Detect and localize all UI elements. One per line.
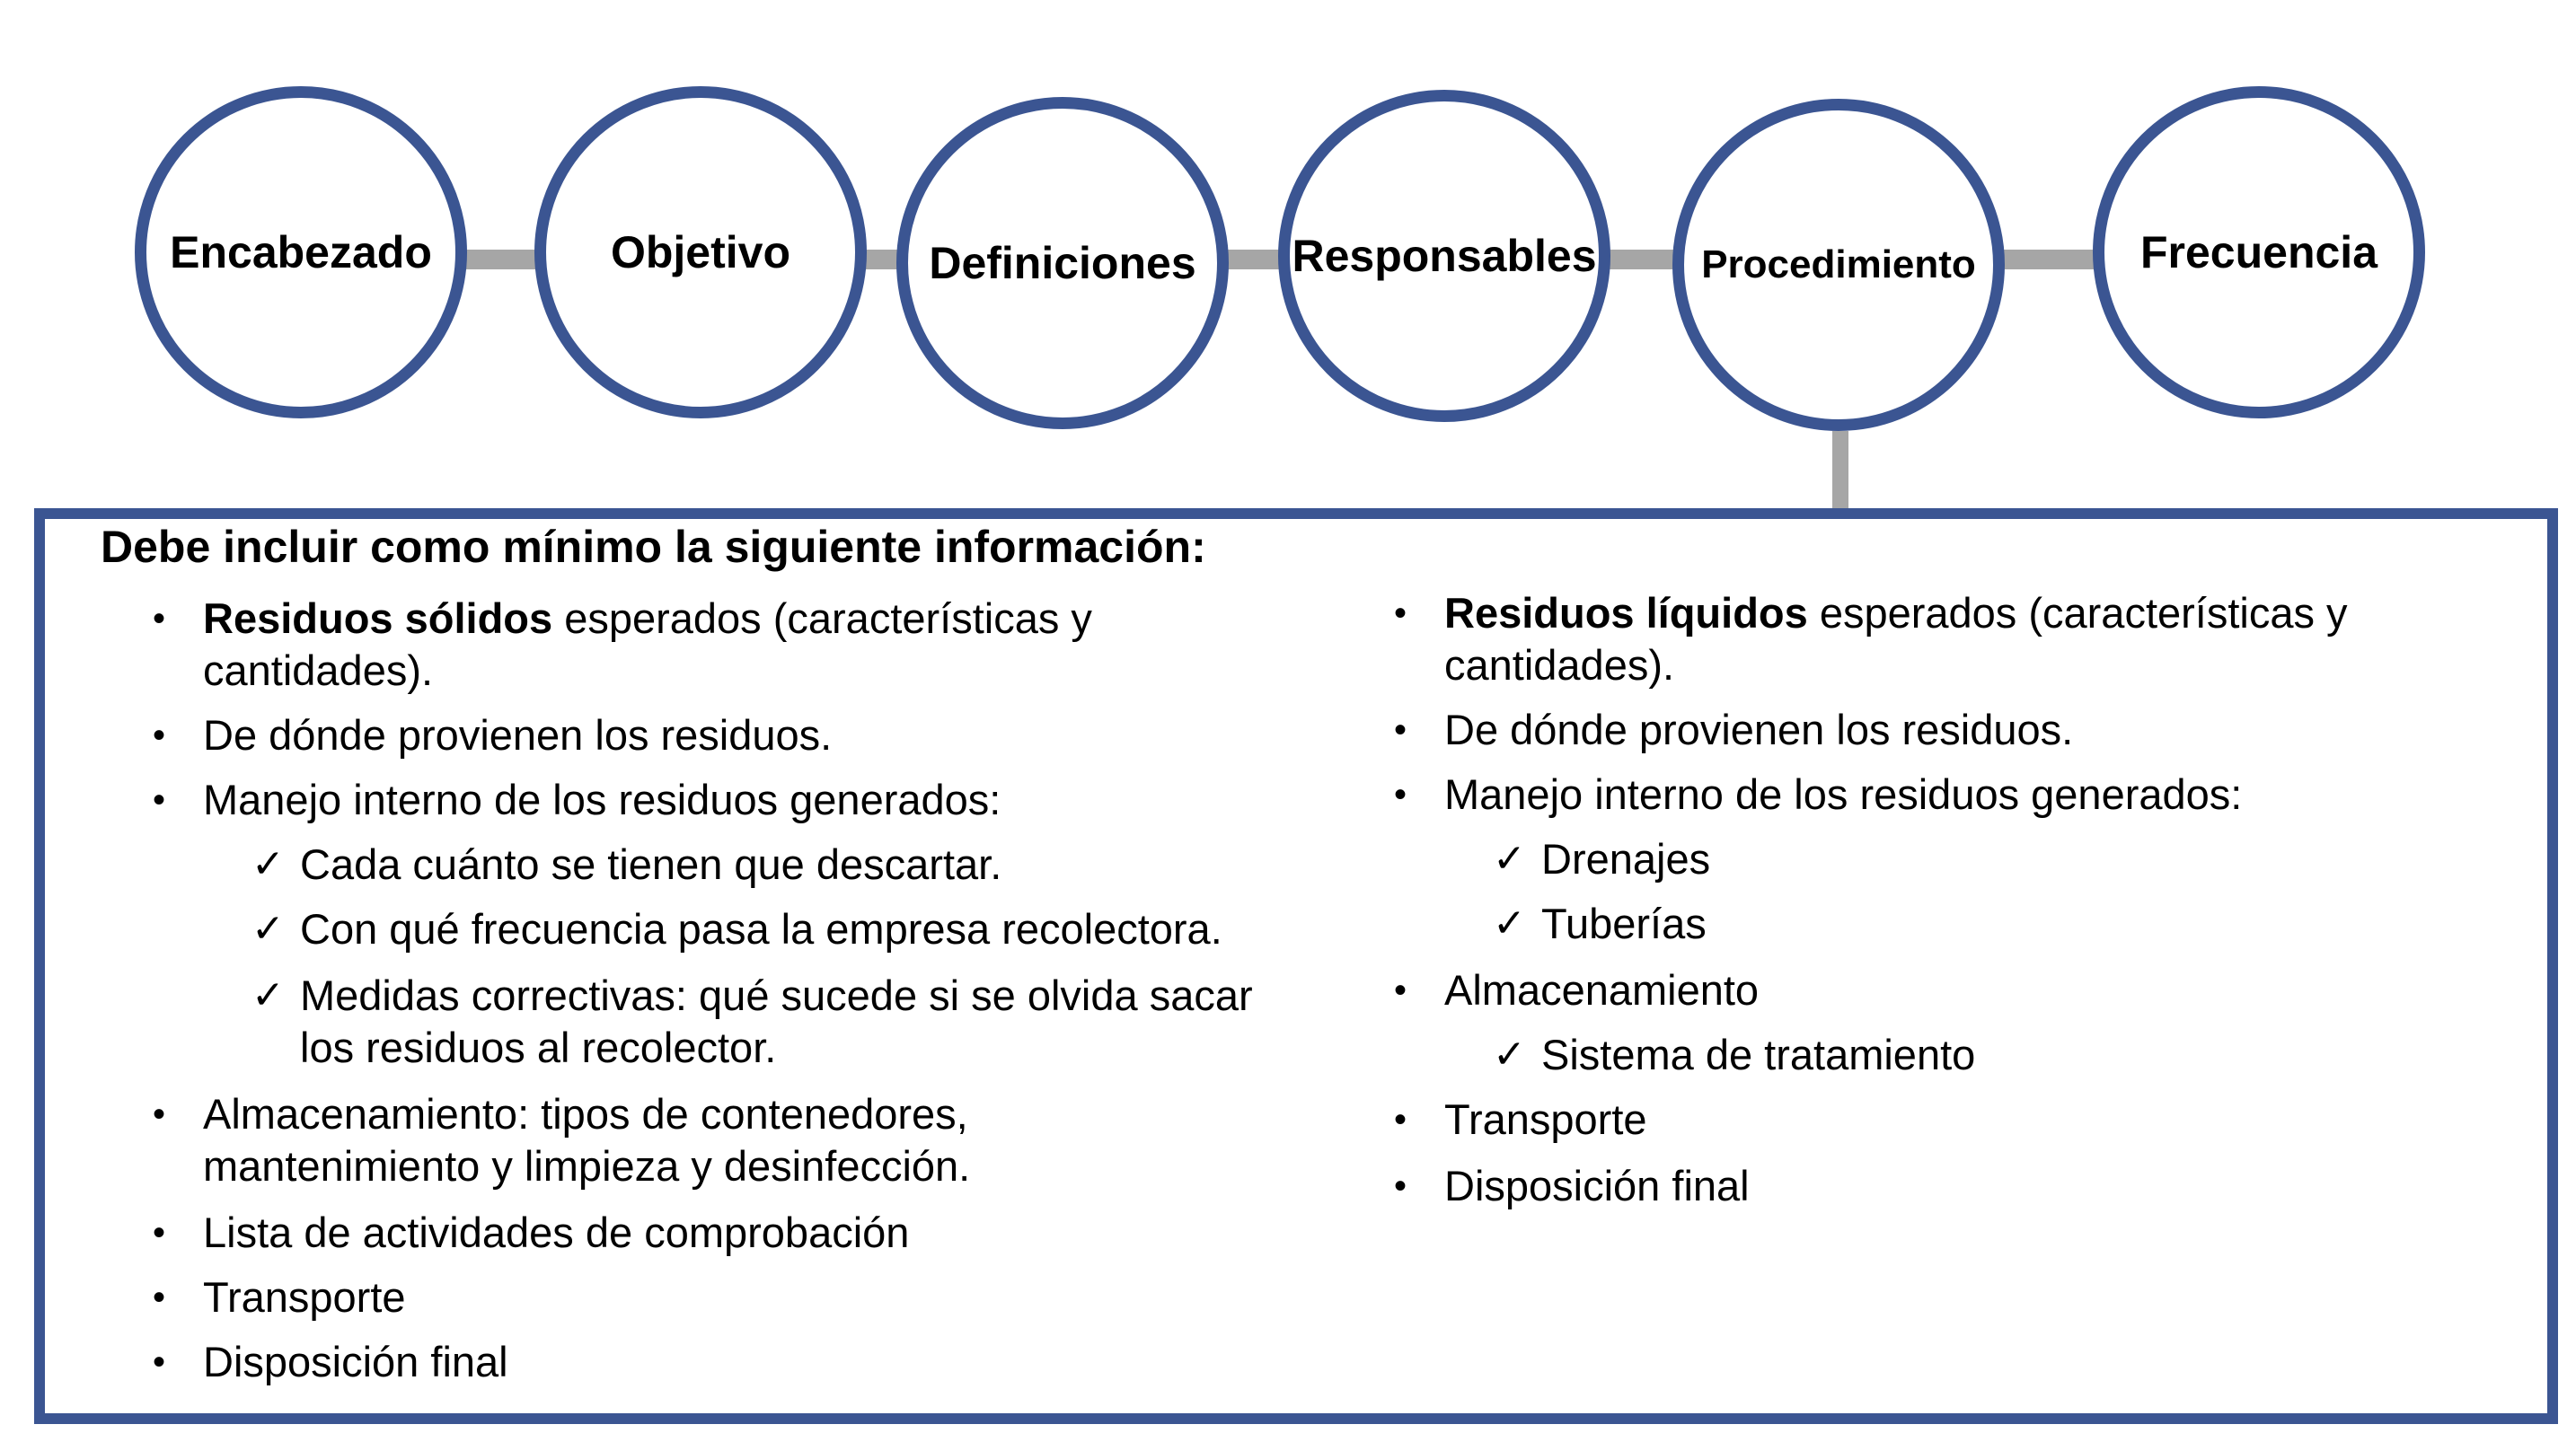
bullet-icon: •: [153, 1342, 166, 1382]
solid-storage-cont: mantenimiento y limpieza y desinfección.: [203, 1142, 971, 1190]
check-icon: ✓: [251, 907, 285, 951]
liquid-waste-title: Residuos líquidos: [1444, 589, 1808, 637]
liquid-handling-sub2: Tuberías: [1541, 900, 1707, 947]
liquid-disposal-item: Disposición final: [1444, 1162, 1750, 1209]
liquid-waste-text: esperados (características y: [1807, 589, 2348, 637]
panel-heading: Debe incluir como mínimo la siguiente información:: [101, 522, 1206, 572]
step-label: Procedimiento: [1701, 242, 1976, 286]
solid-handling-sub1: Cada cuánto se tienen que descartar.: [300, 840, 1002, 888]
bullet-icon: •: [153, 599, 166, 638]
check-icon: ✓: [251, 842, 285, 886]
bullet-icon: •: [153, 1095, 166, 1134]
step-objetivo: [534, 86, 867, 418]
check-icon: ✓: [1493, 901, 1526, 945]
step-procedimiento: [1672, 99, 2005, 431]
liquid-transport-item: Transporte: [1444, 1095, 1647, 1143]
step-label: Encabezado: [170, 227, 432, 277]
step-definiciones: [896, 97, 1229, 429]
solid-waste-text-cont: cantidades).: [203, 646, 434, 694]
solid-handling-sub3-cont: los residuos al recolector.: [300, 1024, 777, 1071]
solid-handling-item: Manejo interno de los residuos generados:: [203, 776, 1001, 823]
solid-storage-item: Almacenamiento: tipos de contenedores,: [203, 1090, 968, 1138]
liquid-waste-text-cont: cantidades).: [1444, 641, 1675, 689]
bullet-icon: •: [153, 1278, 166, 1317]
bullet-icon: •: [153, 1213, 166, 1253]
check-icon: ✓: [251, 973, 285, 1017]
bullet-icon: •: [1394, 1100, 1407, 1139]
check-icon: ✓: [1493, 1033, 1526, 1077]
step-label: Frecuencia: [2139, 227, 2378, 277]
solid-waste-item: [203, 593, 1092, 645]
liquid-handling-sub1: Drenajes: [1541, 835, 1711, 883]
solid-handling-sub3: Medidas correctivas: qué sucede si se olvida sacar: [300, 972, 1253, 1019]
solid-disposal-item: Disposición final: [203, 1338, 508, 1385]
liquid-handling-item: Manejo interno de los residuos generados:: [1444, 770, 2243, 818]
bullet-icon: •: [1394, 775, 1407, 814]
bullet-icon: •: [153, 716, 166, 755]
solid-checklist-item: Lista de actividades de comprobación: [203, 1209, 910, 1256]
bullet-icon: •: [1394, 594, 1407, 633]
step-label: Responsables: [1292, 231, 1597, 281]
bullet-icon: •: [1394, 971, 1407, 1010]
liquid-origin-item: De dónde provienen los residuos.: [1444, 706, 2074, 753]
bullet-icon: •: [1394, 710, 1407, 750]
check-icon: ✓: [1493, 837, 1526, 881]
solid-waste-text: esperados (características y: [552, 594, 1092, 642]
step-responsables: [1278, 90, 1610, 422]
solid-transport-item: Transporte: [203, 1273, 406, 1321]
bullet-icon: •: [153, 780, 166, 820]
liquid-waste-item: [1444, 587, 2348, 639]
step-encabezado: [135, 86, 467, 418]
solid-handling-sub2: Con qué frecuencia pasa la empresa recolectora.: [300, 905, 1222, 953]
step-label: Objetivo: [610, 227, 791, 277]
liquid-storage-sub: Sistema de tratamiento: [1541, 1031, 1976, 1078]
bullet-icon: •: [1394, 1166, 1407, 1206]
solid-waste-title: Residuos sólidos: [203, 594, 553, 642]
step-label: Definiciones: [929, 238, 1196, 288]
liquid-storage-item: Almacenamiento: [1444, 966, 1760, 1014]
connector-vertical: [1832, 431, 1848, 516]
solid-origin-item: De dónde provienen los residuos.: [203, 711, 833, 759]
step-frecuencia: [2093, 86, 2425, 418]
